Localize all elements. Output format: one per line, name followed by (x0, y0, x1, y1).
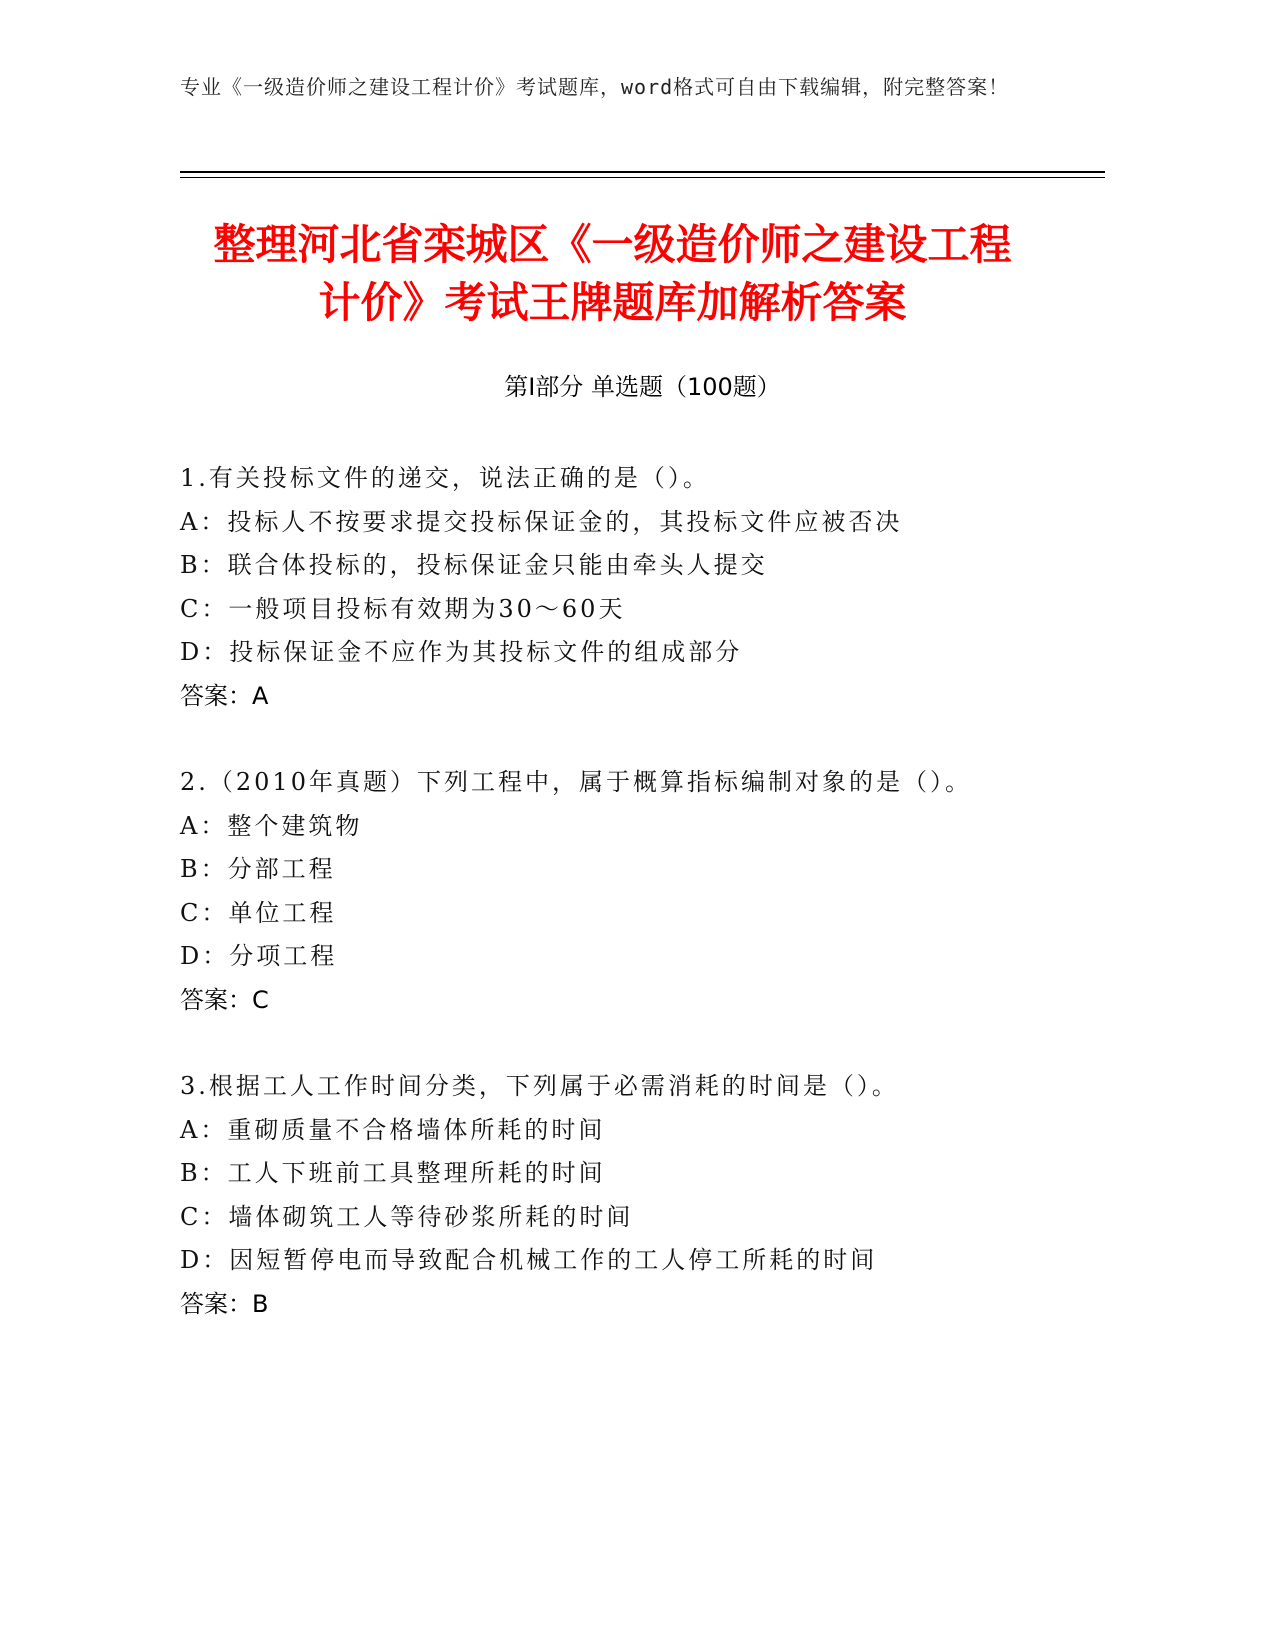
answer: 答案：B (180, 1289, 269, 1318)
document-title-line-1: 整理河北省栾城区《一级造价师之建设工程 (213, 220, 1012, 269)
option-a: A：整个建筑物 (180, 811, 363, 840)
question-stem: 2.（2010年真题）下列工程中，属于概算指标编制对象的是（）。 (180, 768, 972, 796)
option-d: D：分项工程 (180, 942, 338, 970)
option-a: A：重砌质量不合格墙体所耗的时间 (180, 1115, 606, 1144)
answer: 答案：C (180, 985, 269, 1014)
option-d: D：投标保证金不应作为其投标文件的组成部分 (180, 638, 743, 666)
option-c: C：单位工程 (180, 898, 337, 927)
document-title (120, 216, 1105, 332)
header-rule-thick (180, 171, 1105, 173)
option-d: D：因短暂停电而导致配合机械工作的工人停工所耗的时间 (180, 1246, 878, 1274)
option-c: C：一般项目投标有效期为30～60天 (180, 594, 626, 623)
question-stem: 3.根据工人工作时间分类，下列属于必需消耗的时间是（）。 (180, 1072, 899, 1100)
option-b: B：联合体投标的，投标保证金只能由牵头人提交 (180, 551, 768, 579)
option-a: A：投标人不按要求提交投标保证金的，其投标文件应被否决 (180, 507, 903, 536)
option-b: B：工人下班前工具整理所耗的时间 (180, 1159, 606, 1187)
question-3 (180, 1065, 1105, 1326)
question-stem: 1.有关投标文件的递交，说法正确的是（）。 (180, 464, 710, 492)
document-title-line-2: 计价》考试王牌题库加解析答案 (318, 278, 907, 327)
section-title: 第Ⅰ部分 单选题（100题） (504, 373, 781, 401)
header-rule-thin (180, 177, 1105, 178)
option-b: B：分部工程 (180, 855, 336, 883)
question-1 (180, 457, 1105, 718)
header-note: 专业《一级造价师之建设工程计价》考试题库，word格式可自由下载编辑，附完整答案！ (180, 75, 1010, 99)
question-list (180, 457, 1105, 1369)
option-c: C：墙体砌筑工人等待砂浆所耗的时间 (180, 1202, 634, 1231)
answer: 答案：A (180, 681, 269, 710)
question-2 (180, 761, 1105, 1022)
